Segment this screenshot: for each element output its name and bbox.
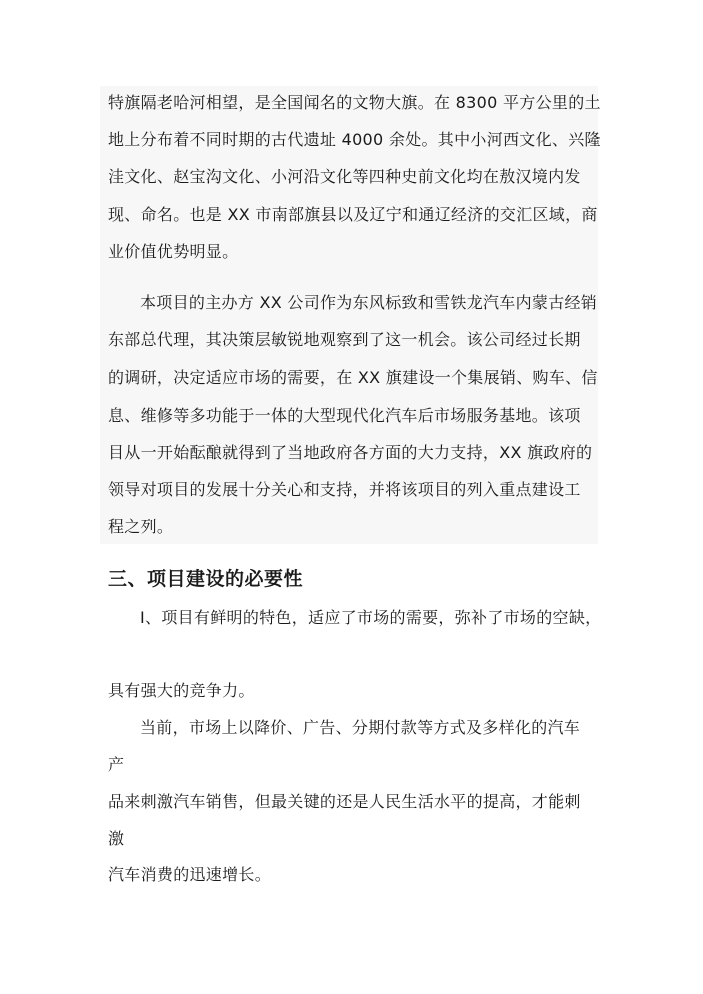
paragraph-line: 息、维修等多功能于一体的大型现代化汽车后市场服务基地。该项 <box>108 406 581 425</box>
shaded-text-region <box>100 86 598 544</box>
paragraph-line: 目从一开始酝酿就得到了当地政府各方面的大力支持，XX 旗政府的 <box>108 443 593 462</box>
paragraph-line: I、项目有鲜明的特色，适应了市场的需要，弥补了市场的空缺， <box>140 608 602 627</box>
paragraph-line: 地上分布着不同时期的古代遗址 4000 余处。其中小河西文化、兴隆 <box>108 130 601 149</box>
paragraph-line: 现、命名。也是 XX 市南部旗县以及辽宁和通辽经济的交汇区域，商 <box>108 205 598 224</box>
paragraph-line: 程之列。 <box>108 517 174 536</box>
paragraph-line: 的调研，决定适应市场的需要，在 XX 旗建设一个集展销、购车、信 <box>108 368 598 387</box>
paragraph-line: 汽车消费的迅速增长。 <box>108 865 272 884</box>
paragraph-line: 具有强大的竞争力。 <box>108 681 255 700</box>
section-heading: 三、项目建设的必要性 <box>108 568 304 590</box>
paragraph-line: 领导对项目的发展十分关心和支持，并将该项目的列入重点建设工 <box>108 480 581 499</box>
paragraph-line: 特旗隔老哈河相望，是全国闻名的文物大旗。在 8300 平方公里的土 <box>108 93 601 112</box>
paragraph-line: 业价值优势明显。 <box>108 242 239 261</box>
paragraph-line: 品来刺激汽车销售，但最关键的还是人民生活水平的提高，才能刺 <box>108 792 581 811</box>
paragraph-line: 洼文化、赵宝沟文化、小河沿文化等四种史前文化均在敖汉境内发 <box>108 167 581 186</box>
paragraph-line: 本项目的主办方 XX 公司作为东风标致和雪铁龙汽车内蒙古经销 <box>140 293 598 312</box>
paragraph-line: 产 <box>108 755 125 774</box>
paragraph-line: 东部总代理，其决策层敏锐地观察到了这一机会。该公司经过长期 <box>108 330 581 349</box>
paragraph-line: 激 <box>108 829 125 848</box>
paragraph-line: 当前，市场上以降价、广告、分期付款等方式及多样化的汽车 <box>140 718 581 737</box>
